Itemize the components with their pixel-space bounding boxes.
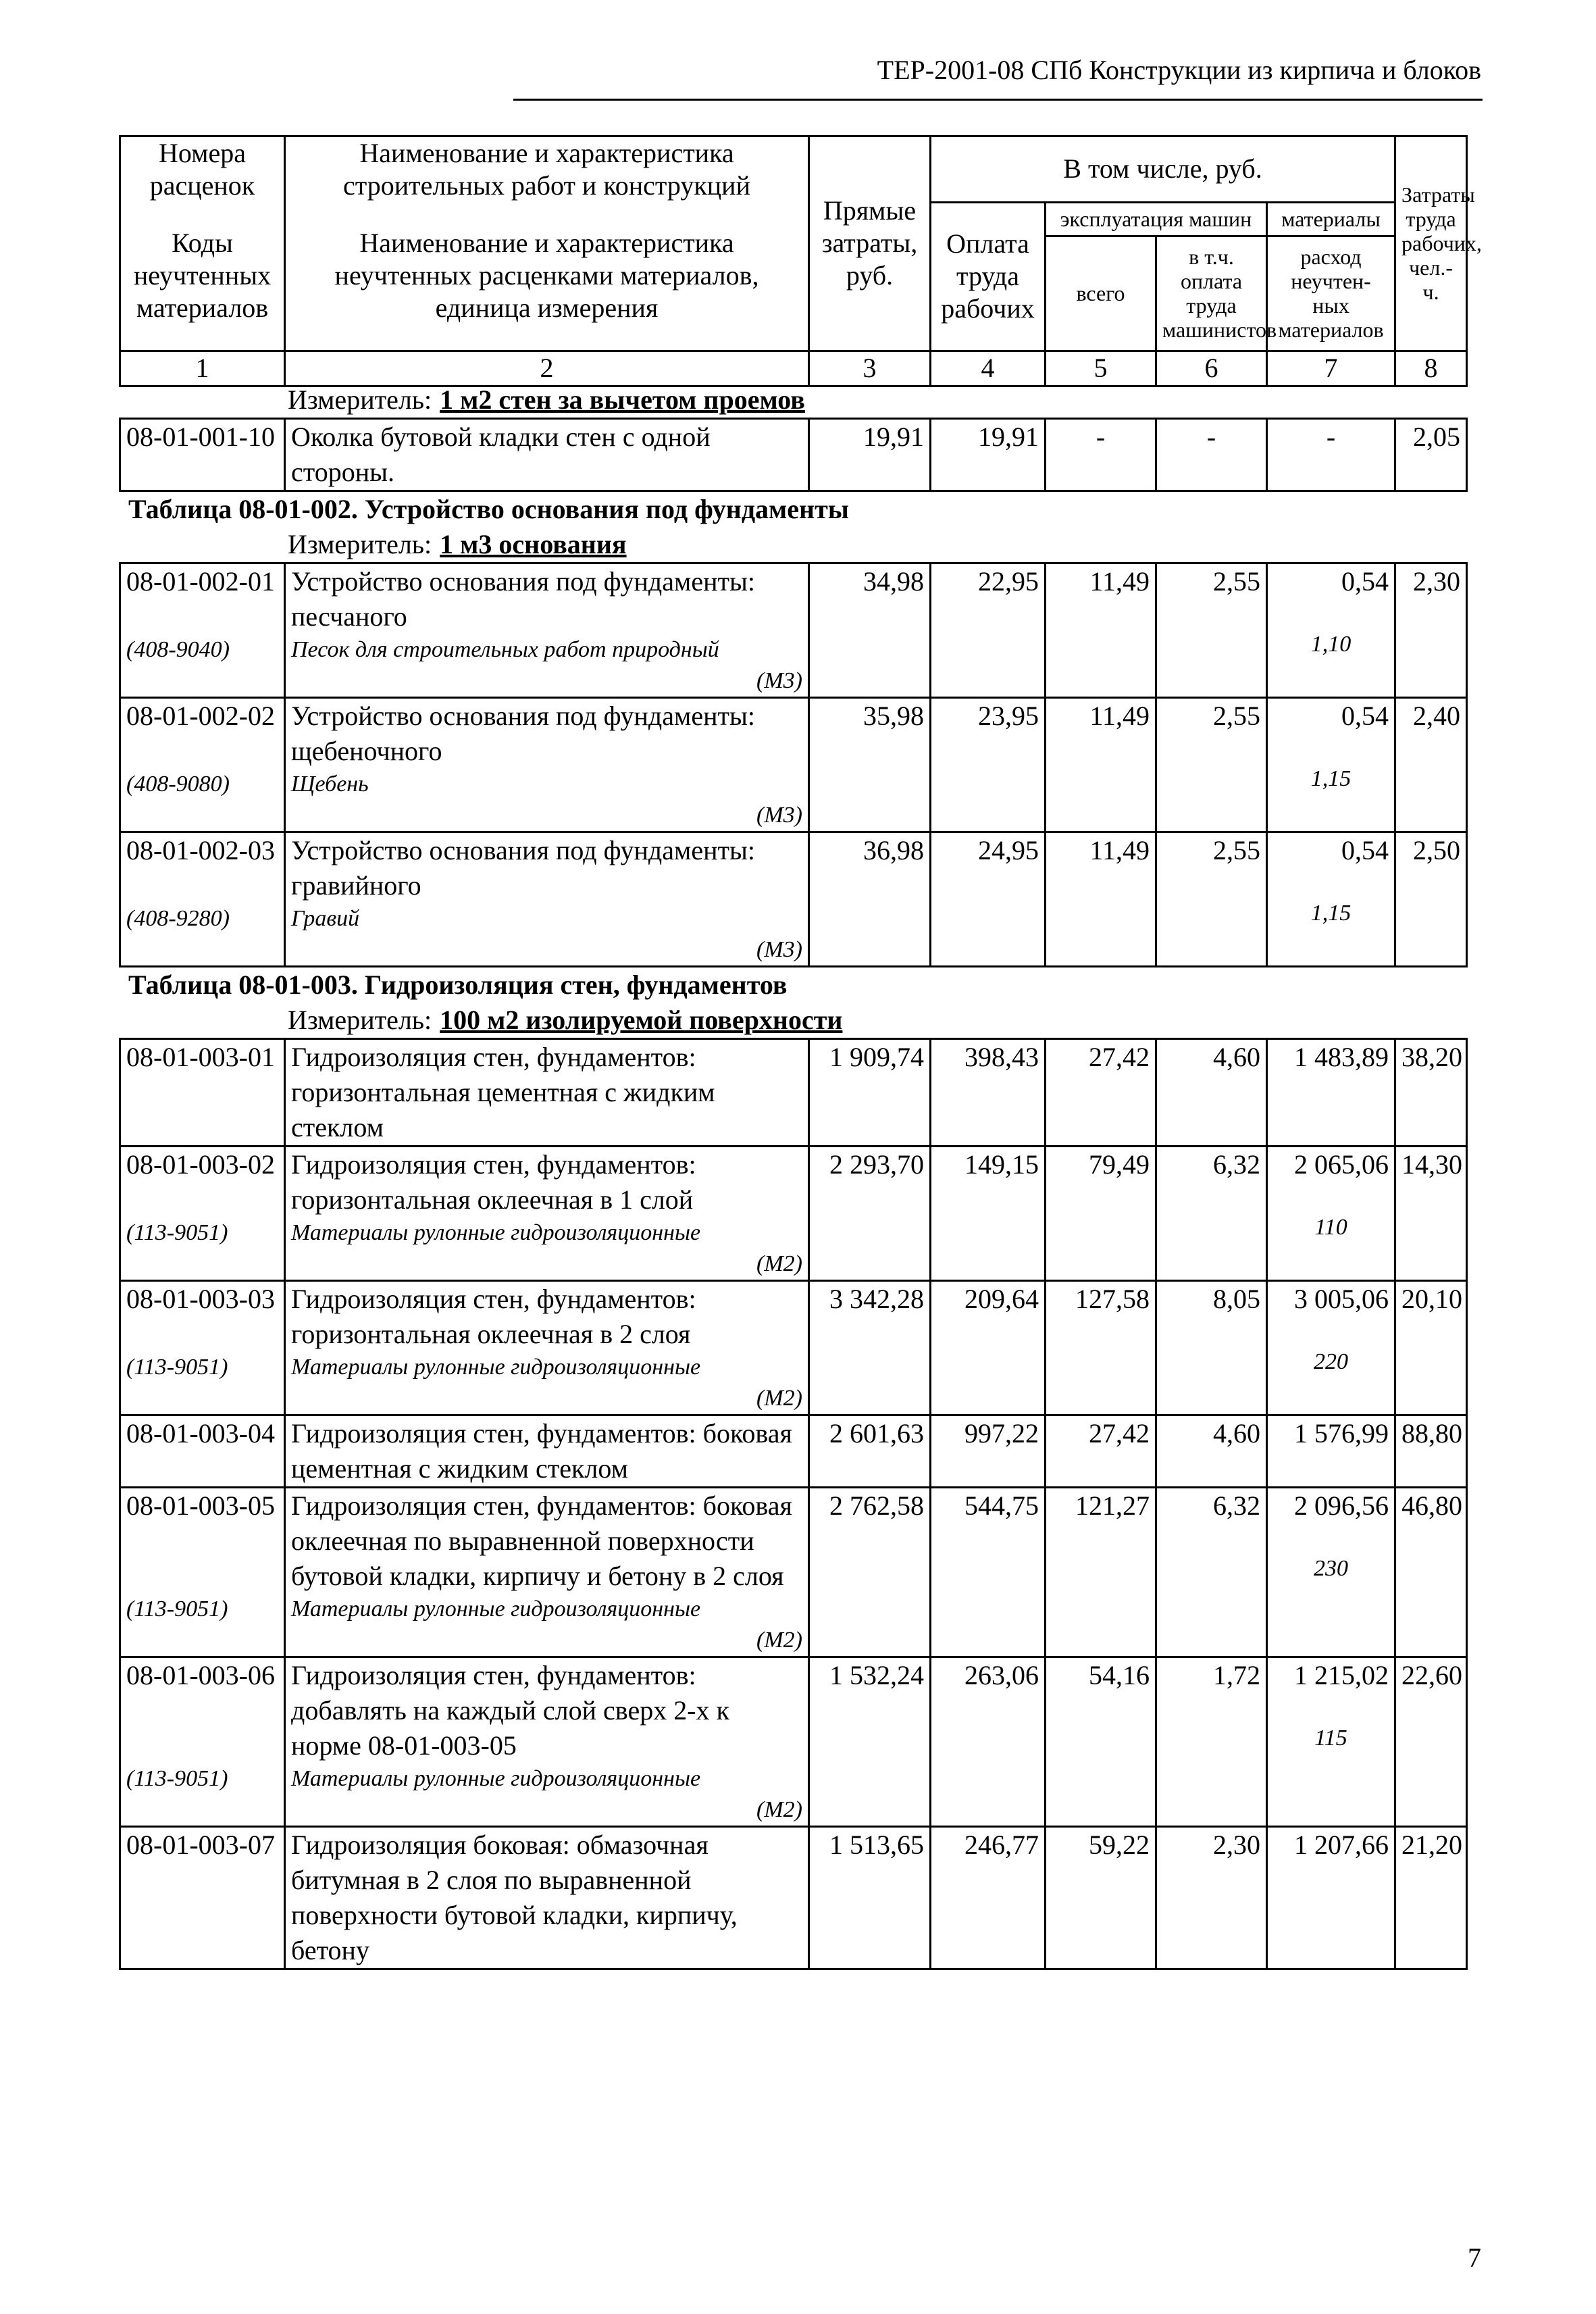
column-number: 2 <box>285 351 809 386</box>
incl-header: В том числе, руб. <box>931 136 1395 203</box>
labor-hours: 2,30 <box>1395 563 1467 698</box>
material-name: Песок для строительных работ природный <box>291 637 719 662</box>
work-name: Гидроизоляция стен, фундаментов: боковая оклеечная по выравненной поверхности бутовой кладки, кирпичу и бетону в 2 слоя <box>285 1488 809 1594</box>
material-unit: (М2) <box>756 1386 802 1411</box>
work-name: Устройство основания под фундаменты: щебеночного <box>285 698 809 770</box>
machine-cost-total: 127,58 <box>1046 1281 1156 1415</box>
col6-header: в т.ч. оплата труда машинистов <box>1156 236 1267 351</box>
machine-labor-cost: 6,32 <box>1156 1488 1267 1657</box>
material-name: Материалы рулонные гидроизоляционные <box>291 1596 701 1621</box>
rate-code: 08-01-002-01 <box>120 563 285 635</box>
col4-header: Оплата труда рабочих <box>931 202 1046 351</box>
work-name: Устройство основания под фундаменты: гравийного <box>285 832 809 904</box>
material-name: Материалы рулонные гидроизоляционные <box>291 1355 701 1380</box>
col5-header: всего <box>1046 236 1156 351</box>
labor-hours: 2,50 <box>1395 832 1467 967</box>
material-code: (408-9280) <box>120 903 285 967</box>
col2-top-header: Наименование и характеристика строительных работ и конструкций <box>285 136 809 203</box>
col8-header: Затраты труда рабочих, чел.-ч. <box>1395 136 1467 351</box>
labor-hours: 21,20 <box>1395 1827 1467 1969</box>
machine-labor-cost: - <box>1156 419 1267 491</box>
col1-bottom-header: Коды неучтенных материалов <box>120 202 285 351</box>
measure-line <box>119 527 1466 562</box>
work-name: Гидроизоляция боковая: обмазочная битумная в 2 слоя по выравненной поверхности бутовой кладки, кирпичу, бетону <box>285 1827 809 1969</box>
material-cell <box>285 1217 809 1281</box>
materials-cost-value: 0,54 <box>1341 566 1389 597</box>
table-row <box>120 832 1467 904</box>
direct-cost: 19,91 <box>809 419 931 491</box>
labor-cost: 149,15 <box>931 1147 1046 1281</box>
materials-cost: - <box>1267 419 1395 491</box>
materials-header: материалы <box>1267 202 1395 236</box>
work-name: Гидроизоляция стен, фундаментов: горизонтальная оклеечная в 2 слоя <box>285 1281 809 1353</box>
machine-labor-cost: 2,55 <box>1156 563 1267 698</box>
column-number: 4 <box>931 351 1046 386</box>
machine-cost-total: 11,49 <box>1046 832 1156 967</box>
materials-cost: 1 207,66 <box>1267 1827 1395 1969</box>
direct-cost: 3 342,28 <box>809 1281 931 1415</box>
materials-cost: 1 483,89 <box>1267 1039 1395 1147</box>
page-number: 7 <box>1468 2242 1481 2273</box>
work-name: Устройство основания под фундаменты: песчаного <box>285 563 809 635</box>
machine-labor-cost: 2,30 <box>1156 1827 1267 1969</box>
machine-labor-cost: 6,32 <box>1156 1147 1267 1281</box>
machine-labor-cost: 2,55 <box>1156 698 1267 832</box>
machine-labor-cost: 4,60 <box>1156 1415 1267 1488</box>
labor-cost: 544,75 <box>931 1488 1046 1657</box>
direct-cost: 1 909,74 <box>809 1039 931 1147</box>
rate-code: 08-01-003-04 <box>120 1415 285 1488</box>
material-amount: 1,15 <box>1310 766 1352 791</box>
direct-cost: 1 532,24 <box>809 1657 931 1827</box>
machine-cost-total: 54,16 <box>1046 1657 1156 1827</box>
price-table <box>119 418 1468 492</box>
machine-labor-cost: 4,60 <box>1156 1039 1267 1147</box>
price-tables <box>119 382 1466 1970</box>
materials-cost-value: 2 065,06 <box>1294 1149 1389 1180</box>
machine-labor-cost: 2,55 <box>1156 832 1267 967</box>
material-amount: 230 <box>1314 1556 1348 1581</box>
col3-header: Прямые затраты, руб. <box>809 136 931 351</box>
materials-cost-value: 3 005,06 <box>1294 1284 1389 1314</box>
machine-labor-cost: 8,05 <box>1156 1281 1267 1415</box>
column-number: 1 <box>120 351 285 386</box>
machine-labor-cost: 1,72 <box>1156 1657 1267 1827</box>
table-row <box>120 1281 1467 1353</box>
machine-cost-total: - <box>1046 419 1156 491</box>
labor-hours: 46,80 <box>1395 1488 1467 1657</box>
labor-hours: 2,40 <box>1395 698 1467 832</box>
labor-hours: 20,10 <box>1395 1281 1467 1415</box>
col2-bottom-header: Наименование и характеристика неучтенных расценками материалов, единица измерения <box>285 202 809 351</box>
materials-cost <box>1267 832 1395 967</box>
labor-hours: 2,05 <box>1395 419 1467 491</box>
rate-code: 08-01-001-10 <box>120 419 285 491</box>
rate-code: 08-01-003-01 <box>120 1039 285 1147</box>
labor-cost: 19,91 <box>931 419 1046 491</box>
material-cell <box>285 1763 809 1827</box>
rate-code: 08-01-002-02 <box>120 698 285 770</box>
labor-cost: 24,95 <box>931 832 1046 967</box>
work-name: Гидроизоляция стен, фундаментов: горизонтальная оклеечная в 1 слой <box>285 1147 809 1218</box>
machines-header: эксплуатация машин <box>1046 202 1267 236</box>
header-rule <box>513 99 1483 101</box>
measure-unit: 1 м2 стен за вычетом проемов <box>440 384 805 415</box>
material-unit: (М2) <box>756 1797 802 1822</box>
materials-cost: 1 576,99 <box>1267 1415 1395 1488</box>
labor-hours: 38,20 <box>1395 1039 1467 1147</box>
material-name: Гравий <box>291 906 360 931</box>
labor-cost: 263,06 <box>931 1657 1046 1827</box>
table-row <box>120 1415 1467 1488</box>
column-number-row <box>120 351 1467 386</box>
material-cell <box>285 903 809 967</box>
materials-cost-value: 1 215,02 <box>1294 1660 1389 1690</box>
material-amount: 115 <box>1314 1726 1347 1751</box>
measure-unit: 1 м3 основания <box>440 529 627 559</box>
measure-label: Измеритель: <box>288 384 432 415</box>
table-row <box>120 1827 1467 1969</box>
rate-code: 08-01-003-06 <box>120 1657 285 1764</box>
price-table <box>119 562 1468 967</box>
measure-label: Измеритель: <box>288 1005 432 1035</box>
material-code: (113-9051) <box>120 1594 285 1657</box>
material-code: (113-9051) <box>120 1763 285 1827</box>
rate-code: 08-01-003-03 <box>120 1281 285 1353</box>
direct-cost: 2 293,70 <box>809 1147 931 1281</box>
material-cell <box>285 634 809 698</box>
measure-line <box>119 1003 1466 1038</box>
column-number: 6 <box>1156 351 1267 386</box>
material-amount: 110 <box>1314 1215 1347 1240</box>
material-name: Щебень <box>291 772 369 797</box>
direct-cost: 35,98 <box>809 698 931 832</box>
material-cell <box>285 1352 809 1415</box>
price-table <box>119 1038 1468 1970</box>
labor-cost: 997,22 <box>931 1415 1046 1488</box>
materials-cost-value: 2 096,56 <box>1294 1490 1389 1521</box>
table-title: Таблица 08-01-003. Гидроизоляция стен, фундаментов <box>128 970 788 1000</box>
material-code: (113-9051) <box>120 1217 285 1281</box>
direct-cost: 36,98 <box>809 832 931 967</box>
labor-cost: 22,95 <box>931 563 1046 698</box>
col1-top-header: Номера расценок <box>120 136 285 203</box>
rate-code: 08-01-003-05 <box>120 1488 285 1594</box>
labor-hours: 22,60 <box>1395 1657 1467 1827</box>
labor-cost: 23,95 <box>931 698 1046 832</box>
material-amount: 1,15 <box>1310 901 1352 926</box>
labor-hours: 14,30 <box>1395 1147 1467 1281</box>
materials-cost <box>1267 1488 1395 1657</box>
material-amount: 220 <box>1314 1349 1348 1374</box>
machine-cost-total: 27,42 <box>1046 1039 1156 1147</box>
direct-cost: 1 513,65 <box>809 1827 931 1969</box>
table-row <box>120 1488 1467 1594</box>
material-unit: (М2) <box>756 1628 802 1653</box>
materials-cost <box>1267 1657 1395 1827</box>
measure-label: Измеритель: <box>288 529 432 559</box>
measure-unit: 100 м2 изолируемой поверхности <box>440 1005 843 1035</box>
machine-cost-total: 11,49 <box>1046 563 1156 698</box>
materials-cost-value: 0,54 <box>1341 701 1389 731</box>
material-unit: (М3) <box>756 937 802 962</box>
material-code: (408-9040) <box>120 634 285 698</box>
column-number: 8 <box>1395 351 1467 386</box>
machine-cost-total: 59,22 <box>1046 1827 1156 1969</box>
column-number: 3 <box>809 351 931 386</box>
material-name: Материалы рулонные гидроизоляционные <box>291 1220 701 1245</box>
table-row <box>120 1657 1467 1764</box>
materials-cost <box>1267 563 1395 698</box>
machine-cost-total: 121,27 <box>1046 1488 1156 1657</box>
document-header-title: ТЕР-2001-08 СПб Конструкции из кирпича и блоков <box>877 55 1481 85</box>
material-name: Материалы рулонные гидроизоляционные <box>291 1766 701 1791</box>
material-code: (408-9080) <box>120 769 285 832</box>
materials-cost <box>1267 698 1395 832</box>
column-number: 5 <box>1046 351 1156 386</box>
materials-cost <box>1267 1281 1395 1415</box>
table-title: Таблица 08-01-002. Устройство основания под фундаменты <box>128 494 849 524</box>
direct-cost: 2 762,58 <box>809 1488 931 1657</box>
work-name: Гидроизоляция стен, фундаментов: горизонтальная цементная с жидким стеклом <box>285 1039 809 1147</box>
direct-cost: 34,98 <box>809 563 931 698</box>
material-cell <box>285 769 809 832</box>
column-number: 7 <box>1267 351 1395 386</box>
material-cell <box>285 1594 809 1657</box>
table-row <box>120 1147 1467 1218</box>
work-name: Гидроизоляция стен, фундаментов: добавлять на каждый слой сверх 2-х к норме 08-01-003-05 <box>285 1657 809 1764</box>
machine-cost-total: 11,49 <box>1046 698 1156 832</box>
material-code: (113-9051) <box>120 1352 285 1415</box>
labor-cost: 246,77 <box>931 1827 1046 1969</box>
rate-code: 08-01-002-03 <box>120 832 285 904</box>
labor-hours: 88,80 <box>1395 1415 1467 1488</box>
materials-cost <box>1267 1147 1395 1281</box>
material-unit: (М3) <box>756 803 802 828</box>
rate-code: 08-01-003-07 <box>120 1827 285 1969</box>
measure-line <box>119 382 1466 418</box>
machine-cost-total: 27,42 <box>1046 1415 1156 1488</box>
materials-cost-value: 0,54 <box>1341 835 1389 865</box>
col7-header: расход неучтен-ных материалов <box>1267 236 1395 351</box>
column-header-table <box>119 135 1482 387</box>
direct-cost: 2 601,63 <box>809 1415 931 1488</box>
table-row <box>120 698 1467 770</box>
table-row <box>120 419 1467 491</box>
material-amount: 1,10 <box>1310 632 1352 657</box>
machine-cost-total: 79,49 <box>1046 1147 1156 1281</box>
labor-cost: 209,64 <box>931 1281 1046 1415</box>
table-row <box>120 1039 1467 1147</box>
table-row <box>120 563 1467 635</box>
material-unit: (М2) <box>756 1251 802 1276</box>
material-unit: (М3) <box>756 668 802 693</box>
work-name: Околка бутовой кладки стен с одной стороны. <box>285 419 809 491</box>
work-name: Гидроизоляция стен, фундаментов: боковая цементная с жидким стеклом <box>285 1415 809 1488</box>
rate-code: 08-01-003-02 <box>120 1147 285 1218</box>
labor-cost: 398,43 <box>931 1039 1046 1147</box>
